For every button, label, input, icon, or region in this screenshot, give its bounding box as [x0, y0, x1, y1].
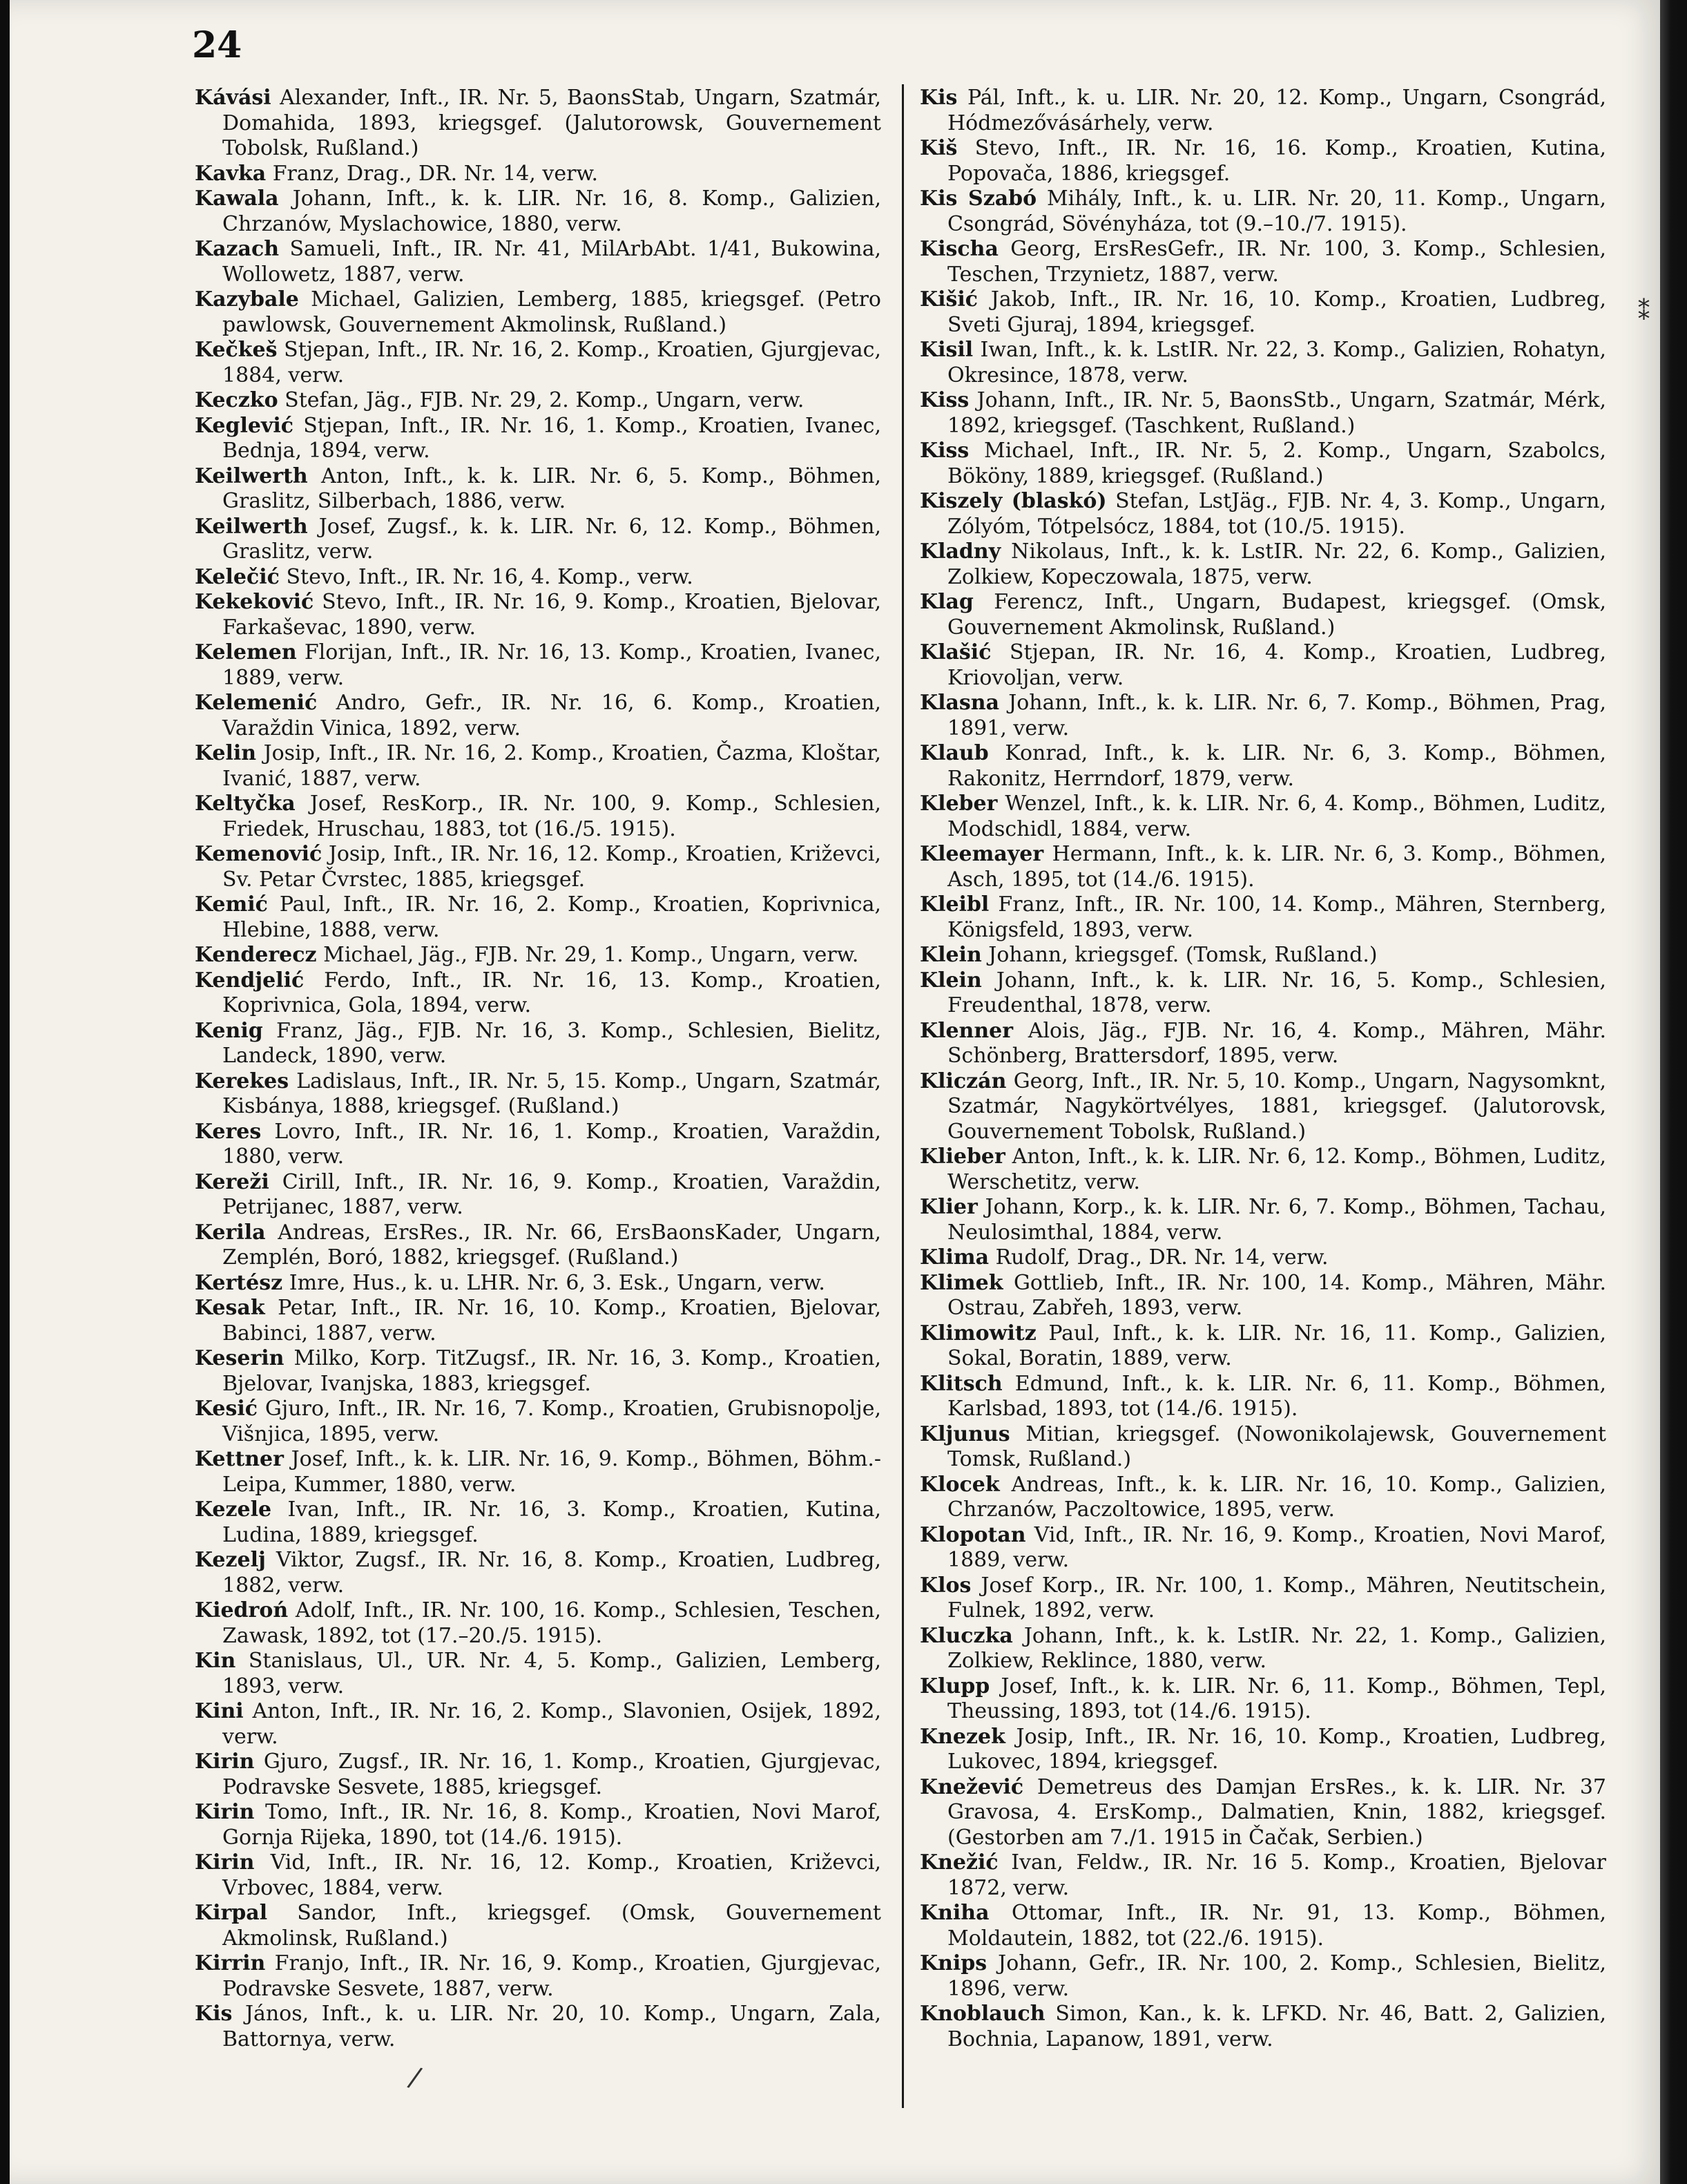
- entry-surname: Knezek: [920, 1724, 1005, 1749]
- entry-surname: Kazybale: [195, 287, 299, 312]
- entry-details: Gjuro, Zugsf., IR. Nr. 16, 1. Komp., Kroatien, Gjurgjevac, Podravske Sesvete, 1885, kriegsgef.: [222, 1750, 881, 1799]
- entry-surname: Kertész: [195, 1270, 283, 1295]
- entry-surname: Keglević: [195, 413, 294, 438]
- register-entry: [920, 1573, 1606, 1624]
- entry-surname: Keserin: [195, 1346, 285, 1370]
- register-entry: [195, 515, 881, 565]
- entry-details: Iwan, Inft., k. k. LstIR. Nr. 22, 3. Komp., Galizien, Rohatyn, Okresince, 1878, verw.: [947, 338, 1606, 387]
- register-entry: [920, 943, 1606, 968]
- entry-details: Josef, Inft., k. k. LIR. Nr. 16, 9. Komp., Böhmen, Böhm.-Leipa, Kummer, 1880, verw.: [222, 1447, 881, 1497]
- entry-surname: Kiedroń: [195, 1598, 289, 1622]
- entry-surname: Kereži: [195, 1169, 269, 1194]
- entry-details: Ferencz, Inft., Ungarn, Budapest, kriegsgef. (Omsk, Gouvernement Akmolinsk, Rußland.): [947, 590, 1606, 640]
- entry-details: Vid, Inft., IR. Nr. 16, 9. Komp., Kroatien, Novi Marof, 1889, verw.: [947, 1522, 1606, 1572]
- register-entry: [195, 1699, 881, 1750]
- entry-surname: Keilwerth: [195, 514, 308, 539]
- entry-details: Johann, Inft., k. k. LIR. Nr. 6, 7. Komp., Böhmen, Prag, 1891, verw.: [947, 691, 1606, 740]
- entry-details: Cirill, Inft., IR. Nr. 16, 9. Komp., Kroatien, Varaždin, Petrijanec, 1887, verw.: [222, 1169, 881, 1219]
- entry-surname: Klein: [920, 943, 982, 967]
- stray-pen-mark: /: [405, 2061, 425, 2094]
- entry-details: Stjepan, IR. Nr. 16, 4. Komp., Kroatien, Ludbreg, Kriovoljan, verw.: [947, 640, 1606, 690]
- entry-details: Sandor, Inft., kriegsgef. (Omsk, Gouvernement Akmolinsk, Rußland.): [222, 1901, 881, 1951]
- entry-details: Imre, Hus., k. u. LHR. Nr. 6, 3. Esk., Ungarn, verw.: [282, 1270, 825, 1295]
- register-entry: [195, 1069, 881, 1120]
- register-entry: [195, 1346, 881, 1397]
- entry-details: Georg, Inft., IR. Nr. 5, 10. Komp., Ungarn, Nagysomknt, Szatmár, Nagykörtvélyes, 1881, kriegsgef. (Jalutorovsk, Gouvernement Tobolsk, Rußland.): [947, 1069, 1606, 1144]
- register-entry: [920, 489, 1606, 539]
- entry-details: János, Inft., k. u. LIR. Nr. 20, 10. Komp., Ungarn, Zala, Battornya, verw.: [222, 2002, 881, 2051]
- entry-surname: Kis: [920, 86, 958, 110]
- register-entry: [195, 640, 881, 691]
- entry-surname: Klupp: [920, 1674, 990, 1698]
- entry-details: Gjuro, Inft., IR. Nr. 16, 7. Komp., Kroatien, Grubisnopolje, Višnjica, 1895, verw.: [222, 1397, 881, 1446]
- entry-details: Mihály, Inft., k. u. LIR. Nr. 20, 11. Komp., Ungarn, Csongrád, Sövényháza, tot (9.–10./7. 1915).: [947, 186, 1606, 236]
- entry-surname: Kleemayer: [920, 842, 1044, 866]
- entry-details: Florijan, Inft., IR. Nr. 16, 13. Komp., Kroatien, Ivanec, 1889, verw.: [222, 640, 881, 690]
- entry-surname: Klaub: [920, 741, 989, 765]
- register-entry: [920, 186, 1606, 237]
- register-entry: [195, 1850, 881, 1901]
- entry-surname: Kniha: [920, 1901, 990, 1925]
- entry-details: Lovro, Inft., IR. Nr. 16, 1. Komp., Kroatien, Varaždin, 1880, verw.: [222, 1119, 881, 1169]
- entry-surname: Klima: [920, 1245, 990, 1270]
- register-entry: [195, 1800, 881, 1850]
- entry-details: Josef Korp., IR. Nr. 100, 1. Komp., Mähren, Neutitschein, Fulnek, 1892, verw.: [947, 1573, 1606, 1622]
- entry-details: Vid, Inft., IR. Nr. 16, 12. Komp., Kroatien, Križevci, Vrbovec, 1884, verw.: [222, 1850, 881, 1900]
- entry-surname: Kleber: [920, 792, 998, 816]
- register-entry: [195, 237, 881, 287]
- entry-surname: Klimek: [920, 1270, 1003, 1295]
- register-entry: [920, 1624, 1606, 1674]
- entry-details: Franz, Drag., DR. Nr. 14, verw.: [266, 161, 599, 186]
- entry-surname: Kirin: [195, 1750, 255, 1774]
- entry-details: Stjepan, Inft., IR. Nr. 16, 2. Komp., Kroatien, Gjurgjevac, 1884, verw.: [222, 338, 881, 387]
- entry-details: Stevo, Inft., IR. Nr. 16, 4. Komp., verw.: [279, 564, 693, 589]
- entry-surname: Keczko: [195, 388, 278, 412]
- register-entry: [195, 1271, 881, 1296]
- register-entry: [195, 2002, 881, 2052]
- entry-details: Rudolf, Drag., DR. Nr. 14, verw.: [989, 1245, 1329, 1270]
- entry-details: Alexander, Inft., IR. Nr. 5, BaonsStab, Ungarn, Szatmár, Domahida, 1893, kriegsgef. (Jalutorowsk, Gouvernement Tobolsk, Rußland.): [222, 86, 881, 160]
- entry-details: Ivan, Inft., IR. Nr. 16, 3. Komp., Kroatien, Kutina, Ludina, 1889, kriegsgef.: [222, 1497, 881, 1547]
- entry-details: Wenzel, Inft., k. k. LIR. Nr. 6, 4. Komp., Böhmen, Luditz, Modschidl, 1884, verw.: [947, 792, 1606, 841]
- register-entry: [195, 892, 881, 943]
- register-entry: [195, 590, 881, 640]
- left-column: [195, 86, 881, 2052]
- entry-details: Johann, Inft., k. k. LIR. Nr. 16, 5. Komp., Schlesien, Freudenthal, 1878, verw.: [947, 968, 1606, 1017]
- entry-surname: Knežević: [920, 1774, 1024, 1799]
- register-entry: [195, 691, 881, 741]
- entry-details: Josip, Inft., IR. Nr. 16, 12. Komp., Kroatien, Križevci, Sv. Petar Čvrstec, 1885, kriegsgef.: [222, 842, 881, 892]
- register-entry: [920, 1372, 1606, 1422]
- entry-details: Jakob, Inft., IR. Nr. 16, 10. Komp., Kroatien, Ludbreg, Sveti Gjuraj, 1894, kriegsgef.: [947, 287, 1606, 337]
- entry-details: Josip, Inft., IR. Nr. 16, 10. Komp., Kroatien, Ludbreg, Lukovec, 1894, kriegsgef.: [947, 1724, 1606, 1774]
- register-entry: [920, 388, 1606, 439]
- register-entry: [920, 1951, 1606, 2002]
- entry-surname: Kleibl: [920, 892, 990, 917]
- entry-surname: Klenner: [920, 1018, 1014, 1043]
- entry-surname: Kávási: [195, 86, 271, 110]
- entry-surname: Kesak: [195, 1296, 265, 1320]
- entry-details: Milko, Korp. TitZugsf., IR. Nr. 16, 3. Komp., Kroatien, Bjelovar, Ivanjska, 1883, kriegsgef.: [222, 1346, 881, 1396]
- register-entry: [920, 1069, 1606, 1145]
- entry-surname: Kavka: [195, 161, 267, 186]
- register-entry: [195, 186, 881, 237]
- register-entry: [920, 287, 1606, 338]
- entry-surname: Kišić: [920, 287, 979, 312]
- register-entry: [920, 1422, 1606, 1473]
- entry-details: Johann, kriegsgef. (Tomsk, Rußland.): [981, 943, 1378, 967]
- entry-details: Nikolaus, Inft., k. k. LstIR. Nr. 22, 6. Komp., Galizien, Zolkiew, Kopeczowala, 1875, verw.: [947, 539, 1606, 589]
- entry-details: Franjo, Inft., IR. Nr. 16, 9. Komp., Kroatien, Gjurgjevac, Podravske Sesvete, 1887, verw.: [222, 1951, 881, 2001]
- entry-surname: Kiss: [920, 388, 970, 412]
- entry-details: Anton, Inft., k. k. LIR. Nr. 6, 12. Komp., Böhmen, Luditz, Werschetitz, verw.: [947, 1144, 1606, 1194]
- entry-surname: Kiss: [920, 439, 970, 463]
- entry-surname: Klieber: [920, 1144, 1005, 1169]
- register-entry: [195, 162, 881, 187]
- register-entry: [920, 1901, 1606, 1951]
- entry-surname: Klein: [920, 968, 982, 993]
- entry-details: Konrad, Inft., k. k. LIR. Nr. 6, 3. Komp., Böhmen, Rakonitz, Herrndorf, 1879, verw.: [947, 741, 1606, 791]
- register-entry: [920, 842, 1606, 892]
- entry-surname: Kerila: [195, 1220, 266, 1245]
- entry-details: Simon, Kan., k. k. LFKD. Nr. 46, Batt. 2, Galizien, Bochnia, Lapanow, 1891, verw.: [947, 2002, 1606, 2051]
- entry-details: Josef, ResKorp., IR. Nr. 100, 9. Komp., Schlesien, Friedek, Hruschau, 1883, tot (16./5. 1915).: [222, 792, 881, 841]
- entry-details: Stefan, LstJäg., FJB. Nr. 4, 3. Komp., Ungarn, Zólyóm, Tótpelsócz, 1884, tot (10./5. 1915).: [947, 489, 1606, 539]
- entry-surname: Klasna: [920, 691, 1000, 715]
- entry-details: Georg, ErsResGefr., IR. Nr. 100, 3. Komp., Schlesien, Teschen, Trzynietz, 1887, verw.: [947, 237, 1606, 287]
- entry-details: Paul, Inft., k. k. LIR. Nr. 16, 11. Komp., Galizien, Sokal, Boratin, 1889, verw.: [947, 1321, 1606, 1370]
- register-entry: [195, 1447, 881, 1497]
- register-entry: [920, 892, 1606, 943]
- entry-surname: Klag: [920, 590, 974, 614]
- entry-surname: Kiš: [920, 136, 958, 160]
- entry-details: Andro, Gefr., IR. Nr. 16, 6. Komp., Kroatien, Varaždin Vinica, 1892, verw.: [222, 691, 881, 740]
- entry-details: Pál, Inft., k. u. LIR. Nr. 20, 12. Komp., Ungarn, Csongrád, Hódmezővásárhely, verw.: [947, 86, 1606, 135]
- register-entry: [920, 1019, 1606, 1069]
- entry-details: Stevo, Inft., IR. Nr. 16, 16. Komp., Kroatien, Kutina, Popovača, 1886, kriegsgef.: [947, 136, 1606, 186]
- register-entry: [920, 968, 1606, 1019]
- entry-surname: Klimowitz: [920, 1321, 1037, 1345]
- entry-surname: Klier: [920, 1195, 978, 1219]
- entry-details: Paul, Inft., IR. Nr. 16, 2. Komp., Kroatien, Koprivnica, Hlebine, 1888, verw.: [222, 892, 881, 942]
- entry-surname: Klopotan: [920, 1522, 1026, 1547]
- entry-details: Ivan, Feldw., IR. Nr. 16 5. Komp., Kroatien, Bjelovar 1872, verw.: [947, 1850, 1606, 1900]
- entry-surname: Kečkeš: [195, 338, 278, 362]
- register-entry: [195, 968, 881, 1019]
- entry-surname: Kisil: [920, 338, 974, 362]
- register-entry: [195, 1750, 881, 1800]
- register-entry: [920, 640, 1606, 691]
- entry-details: Stjepan, Inft., IR. Nr. 16, 1. Komp., Kroatien, Ivanec, Bednja, 1894, verw.: [222, 413, 881, 463]
- register-entry: [920, 1321, 1606, 1372]
- entry-details: Petar, Inft., IR. Nr. 16, 10. Komp., Kroatien, Bjelovar, Babinci, 1887, verw.: [222, 1296, 881, 1345]
- register-entry: [195, 414, 881, 464]
- entry-details: Ladislaus, Inft., IR. Nr. 5, 15. Komp., Ungarn, Szatmár, Kisbánya, 1888, kriegsgef. (Rußland.): [222, 1069, 881, 1118]
- entry-surname: Kelečić: [195, 564, 280, 589]
- register-entry: [920, 86, 1606, 136]
- register-entry: [920, 1674, 1606, 1725]
- entry-details: Johann, Gefr., IR. Nr. 100, 2. Komp., Schlesien, Bielitz, 1896, verw.: [947, 1951, 1606, 2001]
- entry-details: Franz, Inft., IR. Nr. 100, 14. Komp., Mähren, Sternberg, Königsfeld, 1893, verw.: [947, 892, 1606, 942]
- entry-surname: Kesić: [195, 1397, 258, 1421]
- register-entry: [920, 1195, 1606, 1245]
- register-entry: [920, 792, 1606, 842]
- entry-surname: Kawala: [195, 186, 279, 211]
- register-entry: [195, 338, 881, 388]
- register-entry: [195, 842, 881, 892]
- entry-surname: Kelemen: [195, 640, 297, 664]
- register-entry: [920, 691, 1606, 741]
- entry-surname: Kemić: [195, 892, 268, 917]
- right-column: [920, 86, 1606, 2052]
- register-entry: [920, 590, 1606, 640]
- entry-surname: Kezelj: [195, 1548, 266, 1572]
- column-divider: [902, 84, 904, 2108]
- register-entry: [195, 1296, 881, 1346]
- entry-surname: Kenig: [195, 1018, 263, 1043]
- entry-details: Samueli, Inft., IR. Nr. 41, MilArbAbt. 1/41, Bukowina, Wollowetz, 1887, verw.: [222, 237, 881, 287]
- entry-surname: Keltyčka: [195, 792, 296, 816]
- entry-details: Johann, Korp., k. k. LIR. Nr. 6, 7. Komp., Böhmen, Tachau, Neulosimthal, 1884, verw.: [947, 1195, 1606, 1245]
- register-entry: [195, 1497, 881, 1548]
- entry-surname: Kendjelić: [195, 968, 305, 993]
- entry-details: Demetreus des Damjan ErsRes., k. k. LIR. Nr. 37 Gravosa, 4. ErsKomp., Dalmatien, Knin, 1882, kriegsgef. (Gestorben am 7./1. 1915 in Čačak, Serbien.): [947, 1774, 1606, 1850]
- register-entry: [195, 464, 881, 515]
- entry-surname: Keres: [195, 1119, 262, 1144]
- entry-surname: Kelin: [195, 741, 257, 765]
- entry-details: Michael, Jäg., FJB. Nr. 29, 1. Komp., Ungarn, verw.: [316, 943, 859, 967]
- entry-surname: Kenderecz: [195, 943, 317, 967]
- entry-details: Michael, Inft., IR. Nr. 5, 2. Komp., Ungarn, Szabolcs, Bököny, 1889, kriegsgef. (Rußland.): [947, 439, 1606, 488]
- entry-details: Andreas, ErsRes., IR. Nr. 66, ErsBaonsKader, Ungarn, Zemplén, Boró, 1882, kriegsgef. (Rußland.): [222, 1220, 881, 1270]
- entry-surname: Klitsch: [920, 1371, 1003, 1396]
- entry-details: Anton, Inft., IR. Nr. 16, 2. Komp., Slavonien, Osijek, 1892, verw.: [222, 1699, 881, 1749]
- entry-surname: Klašić: [920, 640, 992, 664]
- entry-surname: Kljunus: [920, 1421, 1010, 1446]
- entry-details: Tomo, Inft., IR. Nr. 16, 8. Komp., Kroatien, Novi Marof, Gornja Rijeka, 1890, tot (14./6. 1915).: [222, 1800, 881, 1850]
- entry-surname: Kliczán: [920, 1069, 1007, 1093]
- entry-details: Josip, Inft., IR. Nr. 16, 2. Komp., Kroatien, Čazma, Kloštar, Ivanić, 1887, verw.: [222, 741, 881, 791]
- register-entry: [195, 86, 881, 162]
- register-entry: [920, 1850, 1606, 1901]
- register-entry: [920, 1245, 1606, 1271]
- register-entry: [195, 287, 881, 338]
- register-entry: [920, 1271, 1606, 1321]
- margin-speck: ⁑: [1638, 298, 1650, 326]
- entry-surname: Knežić: [920, 1850, 999, 1875]
- register-entry: [195, 388, 881, 414]
- entry-surname: Kischa: [920, 237, 999, 261]
- entry-surname: Kini: [195, 1699, 244, 1723]
- entry-details: Johann, Inft., k. k. LIR. Nr. 16, 8. Komp., Galizien, Chrzanów, Myslachowice, 1880, verw.: [222, 186, 881, 236]
- register-entry: [920, 1775, 1606, 1851]
- entry-details: Josef, Inft., k. k. LIR. Nr. 6, 11. Komp., Böhmen, Tepl, Theussing, 1893, tot (14./6. 1915).: [947, 1674, 1606, 1723]
- entry-details: Edmund, Inft., k. k. LIR. Nr. 6, 11. Komp., Böhmen, Karlsbad, 1893, tot (14./6. 1915).: [947, 1371, 1606, 1421]
- entry-surname: Kirin: [195, 1800, 255, 1824]
- register-entry: [195, 1397, 881, 1447]
- register-entry: [195, 1170, 881, 1220]
- register-entry: [195, 1019, 881, 1069]
- entry-details: Stefan, Jäg., FJB. Nr. 29, 2. Komp., Ungarn, verw.: [278, 388, 804, 412]
- register-entry: [195, 741, 881, 792]
- register-entry: [195, 1901, 881, 1951]
- entry-surname: Kemenović: [195, 842, 322, 866]
- entry-surname: Kirpal: [195, 1901, 268, 1925]
- register-entry: [920, 1473, 1606, 1523]
- entry-details: Michael, Galizien, Lemberg, 1885, kriegsgef. (Petro pawlowsk, Gouvernement Akmolinsk, Rußland.): [222, 287, 881, 337]
- entry-surname: Knips: [920, 1951, 987, 1975]
- entry-surname: Kerekes: [195, 1069, 289, 1093]
- register-entry: [920, 136, 1606, 186]
- entry-details: Mitian, kriegsgef. (Nowonikolajewsk, Gouvernement Tomsk, Rußland.): [947, 1421, 1606, 1471]
- entry-surname: Kettner: [195, 1447, 284, 1471]
- register-entry: [920, 439, 1606, 489]
- register-entry: [920, 1725, 1606, 1775]
- entry-surname: Kezele: [195, 1497, 272, 1522]
- entry-details: Hermann, Inft., k. k. LIR. Nr. 6, 3. Komp., Böhmen, Asch, 1895, tot (14./6. 1915).: [947, 842, 1606, 892]
- entry-surname: Knoblauch: [920, 2002, 1045, 2026]
- register-entry: [195, 1220, 881, 1271]
- entry-surname: Kin: [195, 1649, 236, 1673]
- entry-surname: Kiszely (blaskó): [920, 489, 1107, 513]
- entry-details: Andreas, Inft., k. k. LIR. Nr. 16, 10. Komp., Galizien, Chrzanów, Paczoltowice, 1895, verw.: [947, 1472, 1606, 1522]
- page-number: 24: [192, 24, 242, 66]
- register-entry: [920, 338, 1606, 388]
- register-entry: [195, 1598, 881, 1649]
- entry-surname: Klos: [920, 1573, 972, 1598]
- entry-details: Viktor, Zugsf., IR. Nr. 16, 8. Komp., Kroatien, Ludbreg, 1882, verw.: [222, 1548, 881, 1598]
- entry-details: Stanislaus, Ul., UR. Nr. 4, 5. Komp., Galizien, Lemberg, 1893, verw.: [222, 1649, 881, 1698]
- register-entry: [195, 1951, 881, 2002]
- page-binding-edge: [1660, 0, 1687, 2184]
- register-entry: [920, 741, 1606, 792]
- register-entry: [195, 1548, 881, 1598]
- entry-surname: Kekeković: [195, 590, 314, 614]
- entry-surname: Kazach: [195, 237, 280, 261]
- register-entry: [195, 943, 881, 968]
- register-entry: [920, 539, 1606, 590]
- entry-details: Johann, Inft., IR. Nr. 5, BaonsStb., Ungarn, Szatmár, Mérk, 1892, kriegsgef. (Taschkent, Rußland.): [947, 388, 1606, 438]
- entry-surname: Kis Szabó: [920, 186, 1037, 211]
- register-entry: [195, 792, 881, 842]
- entry-details: Stevo, Inft., IR. Nr. 16, 9. Komp., Kroatien, Bjelovar, Farkaševac, 1890, verw.: [222, 590, 881, 640]
- register-entry: [195, 1120, 881, 1170]
- entry-surname: Klocek: [920, 1472, 1000, 1497]
- entry-surname: Kirin: [195, 1850, 255, 1875]
- register-entry: [195, 565, 881, 591]
- entry-details: Alois, Jäg., FJB. Nr. 16, 4. Komp., Mähren, Mähr. Schönberg, Brattersdorf, 1895, verw.: [947, 1018, 1606, 1068]
- entry-surname: Kirrin: [195, 1951, 266, 1975]
- entry-surname: Kladny: [920, 539, 1001, 564]
- entry-details: Gottlieb, Inft., IR. Nr. 100, 14. Komp., Mähren, Mähr. Ostrau, Zabřeh, 1893, verw.: [947, 1270, 1606, 1320]
- entry-details: Franz, Jäg., FJB. Nr. 16, 3. Komp., Schlesien, Bielitz, Landeck, 1890, verw.: [222, 1018, 881, 1068]
- entry-details: Adolf, Inft., IR. Nr. 100, 16. Komp., Schlesien, Teschen, Zawask, 1892, tot (17.–20./5. 1915).: [222, 1598, 881, 1648]
- entry-details: Ottomar, Inft., IR. Nr. 91, 13. Komp., Böhmen, Moldautein, 1882, tot (22./6. 1915).: [947, 1901, 1606, 1951]
- entry-surname: Kelemenić: [195, 691, 318, 715]
- entry-surname: Kluczka: [920, 1623, 1013, 1648]
- entry-details: Ferdo, Inft., IR. Nr. 16, 13. Komp., Kroatien, Koprivnica, Gola, 1894, verw.: [222, 968, 881, 1017]
- register-entry: [920, 1523, 1606, 1573]
- entry-surname: Kis: [195, 2002, 233, 2026]
- entry-details: Anton, Inft., k. k. LIR. Nr. 6, 5. Komp., Böhmen, Graslitz, Silberbach, 1886, verw.: [222, 463, 881, 513]
- register-entry: [195, 1649, 881, 1699]
- entry-details: Johann, Inft., k. k. LstIR. Nr. 22, 1. Komp., Galizien, Zolkiew, Reklince, 1880, verw.: [947, 1623, 1606, 1673]
- entry-details: Josef, Zugsf., k. k. LIR. Nr. 6, 12. Komp., Böhmen, Graslitz, verw.: [222, 514, 881, 564]
- register-entry: [920, 1144, 1606, 1195]
- register-entry: [920, 2002, 1606, 2052]
- entry-surname: Keilwerth: [195, 463, 308, 488]
- register-entry: [920, 237, 1606, 287]
